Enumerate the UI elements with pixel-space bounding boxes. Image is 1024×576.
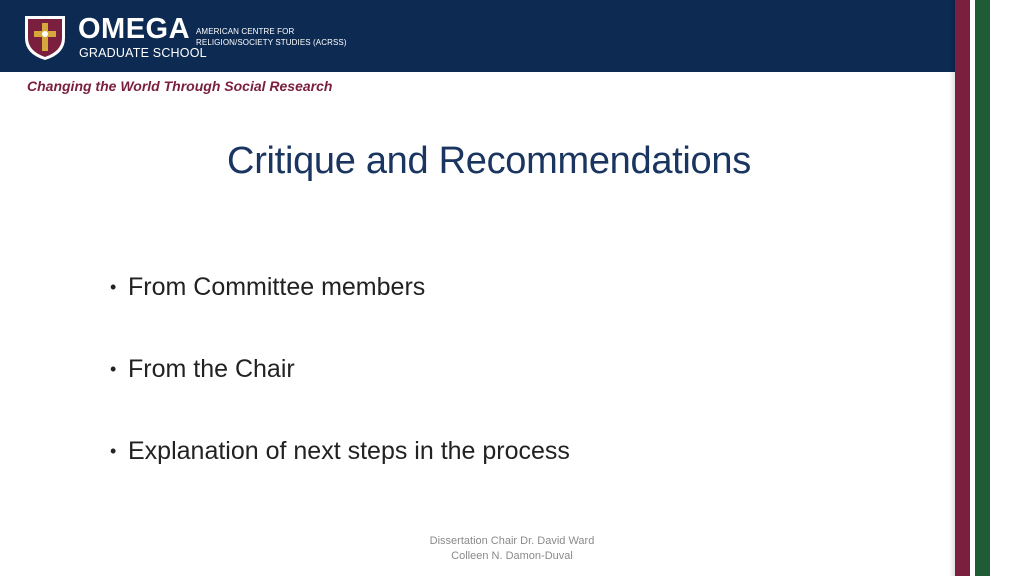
bullet-dot-icon: • <box>110 359 117 379</box>
centre-name-line1: AMERICAN CENTRE FOR <box>196 27 295 36</box>
bullet-item <box>108 268 570 350</box>
header-band <box>0 0 955 72</box>
bullet-text: Explanation of next steps in the process <box>128 437 570 465</box>
bullet-dot-icon: • <box>110 277 117 297</box>
crest-shield-icon <box>21 12 69 62</box>
bullet-item <box>108 350 570 432</box>
bullet-dot-icon: • <box>110 441 117 461</box>
footer <box>412 534 612 564</box>
footer-line1: Dissertation Chair Dr. David Ward <box>429 535 595 547</box>
brand-name: OMEGA <box>78 13 191 45</box>
footer-line2: Colleen N. Damon-Duval <box>451 550 573 562</box>
bullet-text: From the Chair <box>128 355 295 383</box>
brand-subtitle: GRADUATE SCHOOL <box>79 46 207 60</box>
slide-title: Critique and Recommendations <box>227 140 751 182</box>
accent-stripe-green <box>975 0 990 576</box>
accent-stripe-red <box>955 0 970 576</box>
tagline: Changing the World Through Social Research <box>27 78 333 94</box>
bullet-list <box>108 268 570 514</box>
bullet-item <box>108 432 570 514</box>
centre-name-line2: RELIGION/SOCIETY STUDIES (ACRSS) <box>196 38 347 47</box>
bullet-text: From Committee members <box>128 273 426 301</box>
